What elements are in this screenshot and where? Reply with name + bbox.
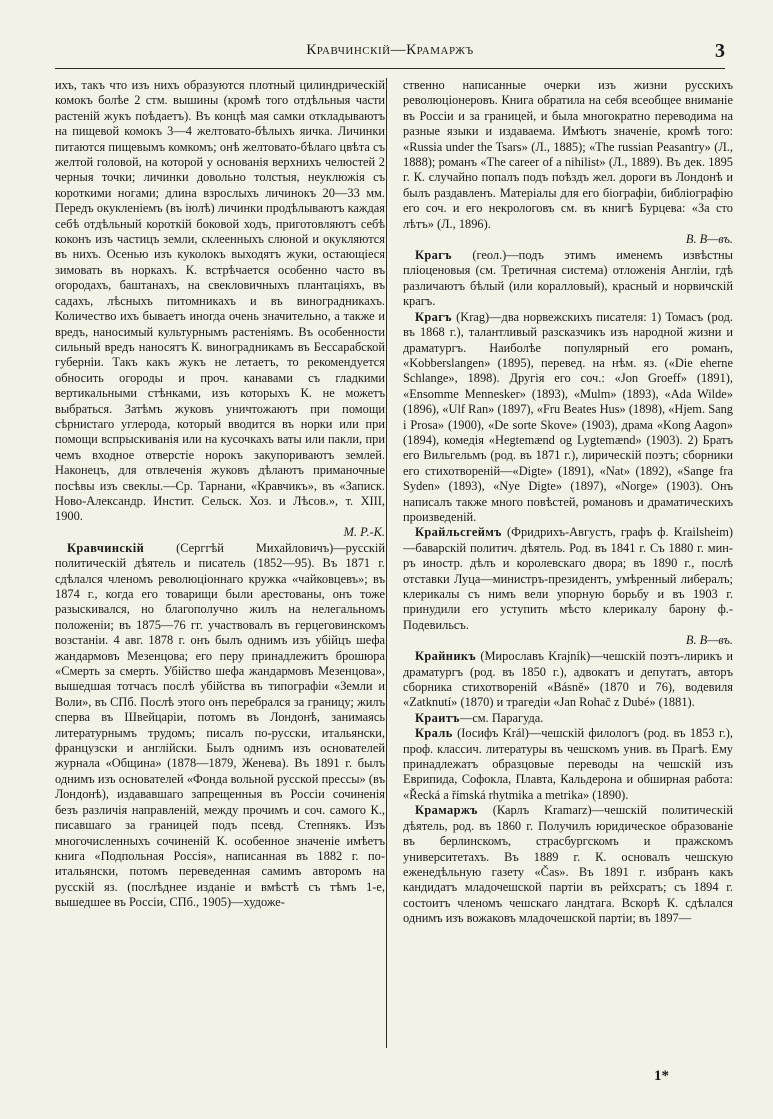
page-header: [55, 40, 725, 69]
dictionary-entry: [403, 726, 733, 803]
dictionary-entry: [403, 310, 733, 526]
entry-headword: Кравчинскій: [67, 540, 145, 555]
left-column: [55, 78, 385, 1048]
text-columns: [55, 78, 733, 1048]
entry-text: (Мирославъ Krajník)—чешскій поэтъ-лирикъ и драматургъ (род. въ 1850 г.), адвокатъ и депутатъ, авторъ сборника стихотвореній «Básně» (1870 и 76), водевиля «Zatknutí» (1870) и трагедіи «Jan Rohač z Dubé» (1881).: [403, 649, 733, 710]
dictionary-entry: [403, 803, 733, 926]
printer-signature-mark: 1*: [654, 1068, 669, 1084]
continued-entry-text: ихъ, такъ что изъ нихъ образуются плотный цилиндрическій комокъ болѣе 2 стм. вышины (кромѣ того отдѣльныя части растеній жукъ поѣдаетъ). Въ концѣ мая самки откладываютъ на пищевой комокъ 3—4 желтовато-бѣлыхъ яичка. Личинки питаются пищевымъ комкомъ; онѣ желтовато-бѣлаго цвѣта съ желтой головой, на которой у основанія верхнихъ челюстей 2 черныя точки; личинки довольно толстыя, неуклюжія съ короткими ногами; длина взрослыхъ личинокъ 20—33 мм. Передъ окукленіемъ (въ іюлѣ) личинки продѣлываютъ каждая себѣ отдѣльный короткій боковой ходъ, приготовляютъ себѣ коконъ изъ частицъ земли, склеенныхъ слюной и окукляются въ нихъ. Осенью изъ куколокъ выходятъ жуки, остающіеся зимовать въ норкахъ. К. встрѣчается особенно часто въ огородахъ, баштанахъ, на свекловичныхъ плантаціяхъ, въ садахъ, лѣсныхъ питомникахъ и въ виноградникахъ. Количество ихъ бываетъ иногда очень значительно, а также и вредъ, наносимый культурнымъ растеніямъ. Въ особенности сильный вредъ наносятъ К. виноградникамъ въ Бессарабской губерніи. Такъ какъ жукъ не летаетъ, то рекомендуется обносить огороды и проч. канавами съ гладкими вертикальными стѣнками, изъ которыхъ К. не можетъ выбраться. Затѣмъ жуковъ уничтожаютъ при помощи сѣрнистаго углерода, который вводится въ норки или при помощи вспрыскиванія или на кусочкахъ ваты или пакли, при чемъ входное отверстіе норокъ закупориваютъ землей. Наконецъ, для отвлеченія жуковъ дѣлаютъ приманочные посѣвы изъ свеклы.—Ср. Тарнани, «Кравчикъ», въ «Записк. Ново-Александр. Инстит. Сельск. Хоз. и Лѣсов.», т. XIII, 1900.: [55, 78, 385, 524]
entry-text: (геол.)—подъ этимъ именемъ извѣстны пліоценовыя (см. Третичная система) отложенія Англіи, гдѣ различаютъ бѣлый (или коралловый), красный и норвичскій крагъ.: [403, 248, 733, 309]
dictionary-entry: [403, 248, 733, 310]
entry-signature: В. В—въ.: [685, 232, 733, 247]
running-title: Кравчинскій—Крамаржъ: [306, 42, 474, 58]
entry-headword: Крагъ: [415, 309, 452, 324]
page-number: 3: [715, 40, 725, 62]
dictionary-entry: [403, 711, 733, 726]
entry-text: (Іосифъ Král)—чешскій филологъ (род. въ 1853 г.), проф. классич. литературы въ чешскомъ унив. въ Прагѣ. Ему принадлежатъ образцовые переводы на чешскій изъ Еврипида, Софокла, Плавта, Кальдерона и обширная работа: «Řecká a římská rhytmika a metrika» (1890).: [403, 726, 733, 802]
entry-signature: М. Р.-К.: [343, 524, 385, 539]
entry-text: (Krag)—два норвежскихъ писателя: 1) Томасъ (род. въ 1868 г.), талантливый разсказчикъ изъ народной жизни и драматургъ. Наиболѣе популярный его романъ, «Kobberslangen» (1895), перевед. на нѣм. яз. («Die eherne Schlange», 1898). Другія его соч.: «Jon Groeff» (1891), «Ensomme Mennesker» (1893), «Mulm» (1893), «Ada Wilde» (1896), «Ulf Ran» (1897), «Fru Beates Hus» (1898), «Hjem. Sang i Prosa» (1900), «De sorte Skove» (1903), драма «Kong Aagon» (1894), комедія «Hegtemænd og Lygtemænd» (1903). 2) Братъ его Вильгельмъ (род. въ 1871 г.), лирическій поэтъ; сборники его стихотвореній—«Digte» (1891), «Nat» (1892), «Sange fra Syden» (1893), «Nye Digte» (1897), «Norge» (1903). Онъ написалъ также много повѣстей, романовъ и драматическихъ произведеній.: [403, 309, 733, 524]
entry-headword: Крамаржъ: [415, 803, 478, 818]
entry-headword: Краль: [415, 726, 453, 741]
entry-headword: Крайникъ: [415, 649, 477, 664]
entry-text: (Карлъ Kramarz)—чешскій политическій дѣятель, род. въ 1860 г. Получилъ юридическое образованіе въ берлинскомъ, страсбургскомъ и пражскомъ университетахъ. Въ 1889 г. К. основалъ чешскую еженедѣльную газету «Čas». Въ 1891 г. избранъ какъ кандидатъ младочешской партіи въ рейхсратъ; съ 1894 г. состоитъ членомъ чешскаго ландтага. Вскорѣ К. сдѣлался однимъ изъ вожаковъ младочешской партіи; въ 1897—: [403, 803, 733, 926]
dictionary-entry: [403, 649, 733, 711]
entry-headword: Крайльсгеймъ: [415, 525, 502, 540]
dictionary-entry: [55, 541, 385, 911]
entry-headword: Краитъ: [415, 710, 460, 725]
continued-entry-text: ственно написанные очерки изъ жизни русскихъ революціонеровъ. Книга обратила на себя всеобщее вниманіе въ Россіи и за границей, и была многократно переводима на разные языки и издаваема. Имѣютъ значеніе, кромѣ того: «Russia under the Tsars» (Л., 1885); «The russian Peasantry» (Л., 1888); романъ «The career of a nihilist» (Л., 1889). Въ дек. 1895 г. К. случайно попалъ подъ поѣздъ жел. дороги въ Лондонѣ и былъ раздавленъ. Матеріалы для его біографіи, библіографію его соч. и его некрологовъ см. въ книгѣ Бурцева: «За сто лѣтъ» (Л., 1896).: [403, 78, 733, 231]
entry-headword: Крагъ: [415, 248, 452, 263]
entry-text: —см. Парагуда.: [459, 710, 544, 725]
right-column: [403, 78, 733, 1048]
entry-text: (Фридрихъ-Августъ, графъ ф. Krailsheim)—баварскій политич. дѣятель. Род. въ 1841 г. Съ 1880 г. мин-ръ иностр. дѣлъ и королевскаго двора; въ 1890 г., послѣ отставки Луца—министръ-президентъ, умѣренный либералъ; клерикалы съ нимъ вели упорную борьбу и въ 1903 г. принудили его уступить мѣсто клерикалу барону ф.-Подевильсъ.: [403, 525, 733, 632]
entry-text: (Серггѣй Михайловичъ)—русскій политическій дѣятель и писатель (1852—95). Въ 1871 г. сдѣлался членомъ революціоннаго кружка «чайковцевъ»; въ 1874 г., когда его товарищи были арестованы, онъ тоже разыскивался, но благополучно жилъ на нелегальномъ положеніи; въ 1875—76 гг. участвовалъ въ герцеговинскомъ возстаніи. 4 авг. 1878 г. онъ былъ однимъ изъ убійцъ шефа жандармовъ Мезенцова; его перу принадлежитъ брошюра «Смерть за смерть. Убійство шефа жандармовъ Мезенцова», вышедшая тотчасъ послѣ убійства въ типографіи «Земли и Воли», въ СПб. Послѣ этого онъ перебрался за границу; жилъ сперва въ Швейцаріи, потомъ въ Лондонѣ, занимаясь литературнымъ трудомъ; писалъ по-русски, итальянски, французски и англійски. Былъ однимъ изъ основателей журнала «Община» (1878—1879, Женева). Въ 1891 г. былъ однимъ изъ основателей «Фонда вольной русской прессы» (въ Лондонѣ), издававшаго запрещенныя въ Россіи сочиненія безъ различія направленій, между прочимъ и соч. самого К., писавшаго за границей подъ псевд. Степнякъ. Изъ многочисленныхъ сочиненій К. особенное значеніе имѣетъ книга «Подпольная Россія», написанная въ 1882 г. по-итальянски, потомъ переведенная самимъ авторомъ на русскій яз. (послѣднее изданіе и вмѣстѣ съ тѣмъ 1-е, вышедшее въ Россіи, СПб., 1905)—художе-: [55, 540, 385, 910]
dictionary-entry: [403, 525, 733, 633]
entry-signature: В. В—въ.: [685, 633, 733, 648]
